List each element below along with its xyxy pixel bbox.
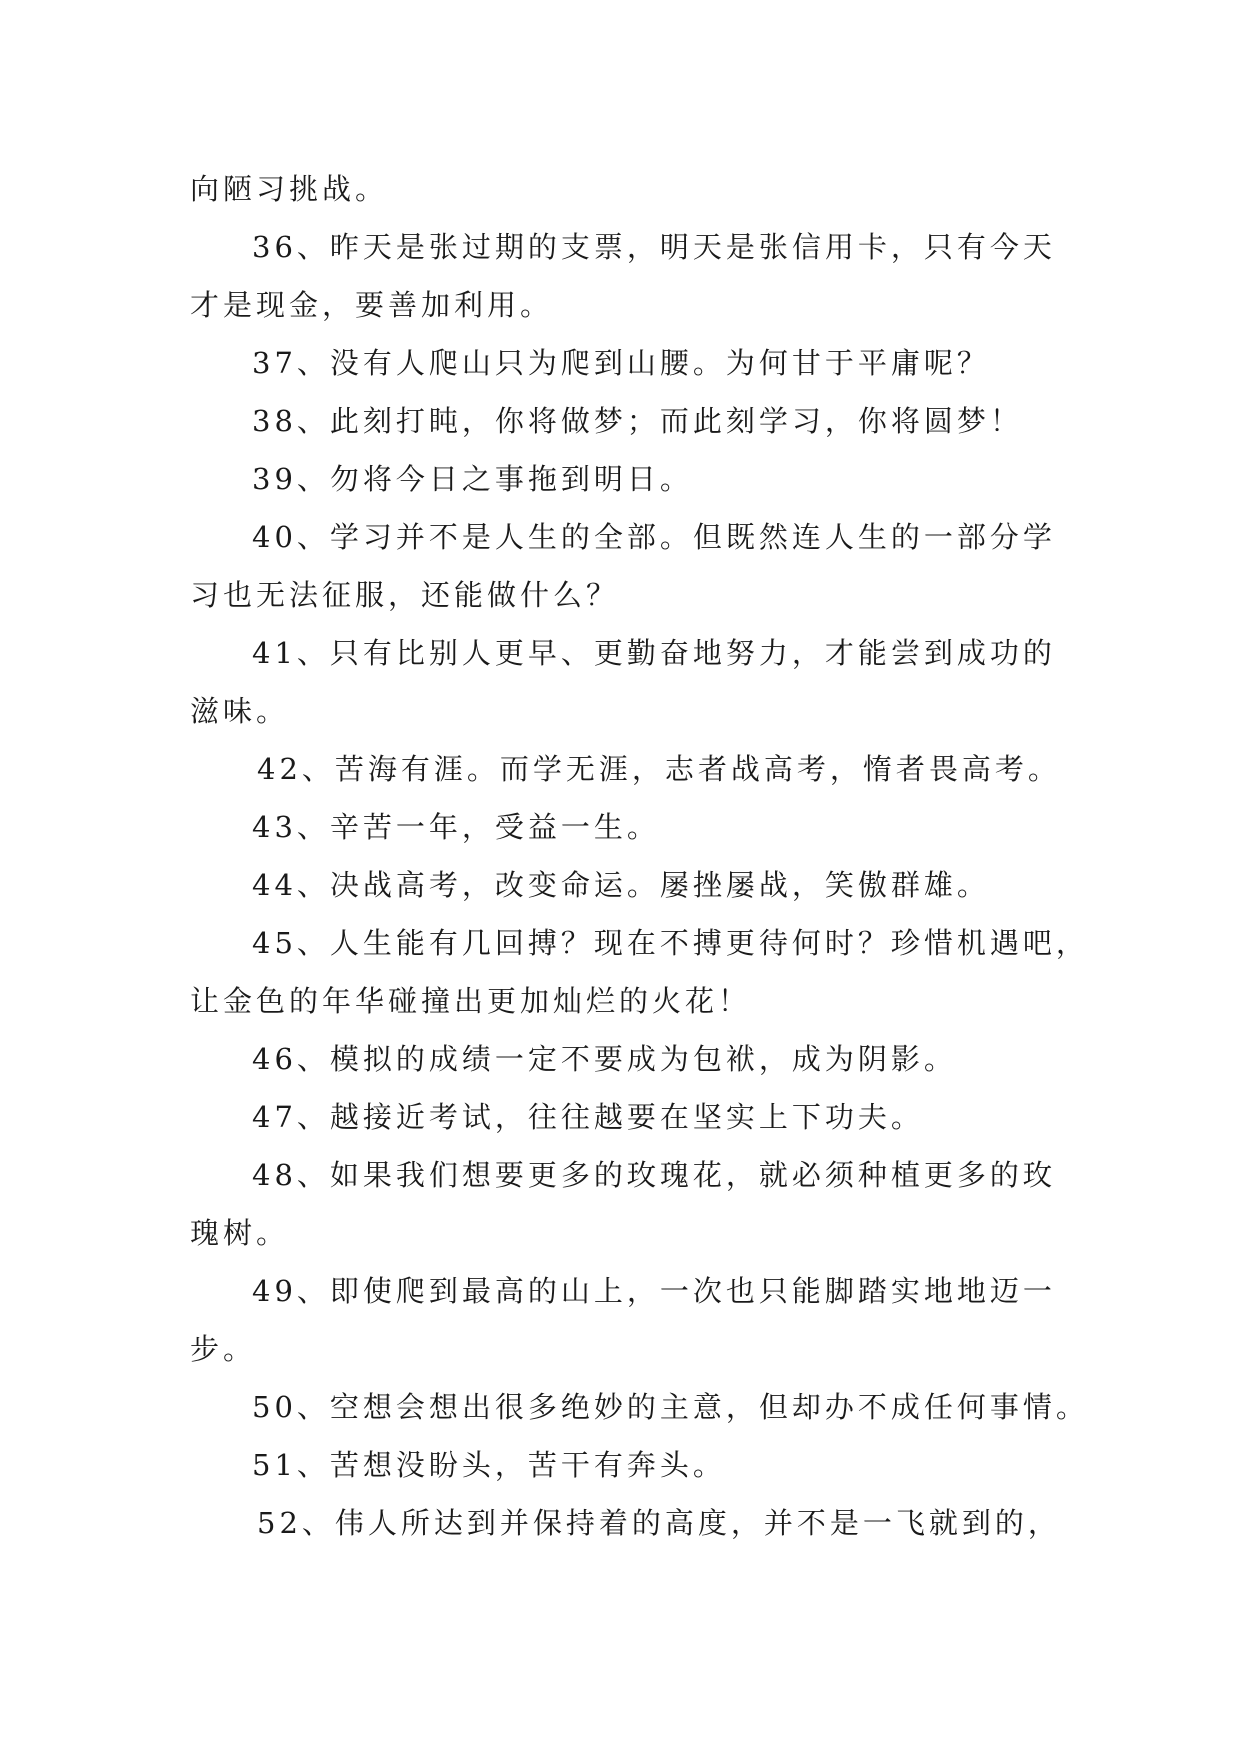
text-line: 40、学习并不是人生的全部。但既然连人生的一部分学 [252,520,1056,554]
text-line: 让金色的年华碰撞出更加灿烂的火花！ [190,984,752,1018]
text-line: 38、此刻打盹，你将做梦；而此刻学习，你将圆梦！ [252,404,1023,438]
text-line: 45、人生能有几回搏？现在不搏更待何时？珍惜机遇吧， [252,926,1089,960]
text-line: 47、越接近考试，往往越要在坚实上下功夫。 [252,1100,924,1134]
text-line: 瑰树。 [190,1216,290,1250]
text-line: 44、决战高考，改变命运。屡挫屡战，笑傲群雄。 [252,868,990,902]
text-line: 52、伟人所达到并保持着的高度，并不是一飞就到的， [257,1506,1061,1540]
text-line: 48、如果我们想要更多的玫瑰花，就必须种植更多的玫 [252,1158,1056,1192]
document-body [190,160,1090,1552]
text-line: 向陋习挑战。 [190,172,389,206]
text-line: 49、即使爬到最高的山上，一次也只能脚踏实地地迈一 [252,1274,1056,1308]
text-line: 42、苦海有涯。而学无涯，志者战高考，惰者畏高考。 [257,752,1061,786]
text-line: 滋味。 [190,694,290,728]
text-line: 41、只有比别人更早、更勤奋地努力，才能尝到成功的 [252,636,1056,670]
text-line: 46、模拟的成绩一定不要成为包袱，成为阴影。 [252,1042,957,1076]
text-line: 36、昨天是张过期的支票，明天是张信用卡，只有今天 [252,230,1056,264]
text-line: 习也无法征服，还能做什么？ [190,578,620,612]
text-line: 步。 [190,1332,257,1366]
text-line: 39、勿将今日之事拖到明日。 [252,462,693,496]
text-line: 51、苦想没盼头，苦干有奔头。 [252,1448,726,1482]
text-line: 43、辛苦一年，受益一生。 [252,810,660,844]
text-line: 50、空想会想出很多绝妙的主意，但却办不成任何事情。 [252,1390,1089,1424]
text-line: 37、没有人爬山只为爬到山腰。为何甘于平庸呢？ [252,346,990,380]
text-line: 才是现金，要善加利用。 [190,288,554,322]
